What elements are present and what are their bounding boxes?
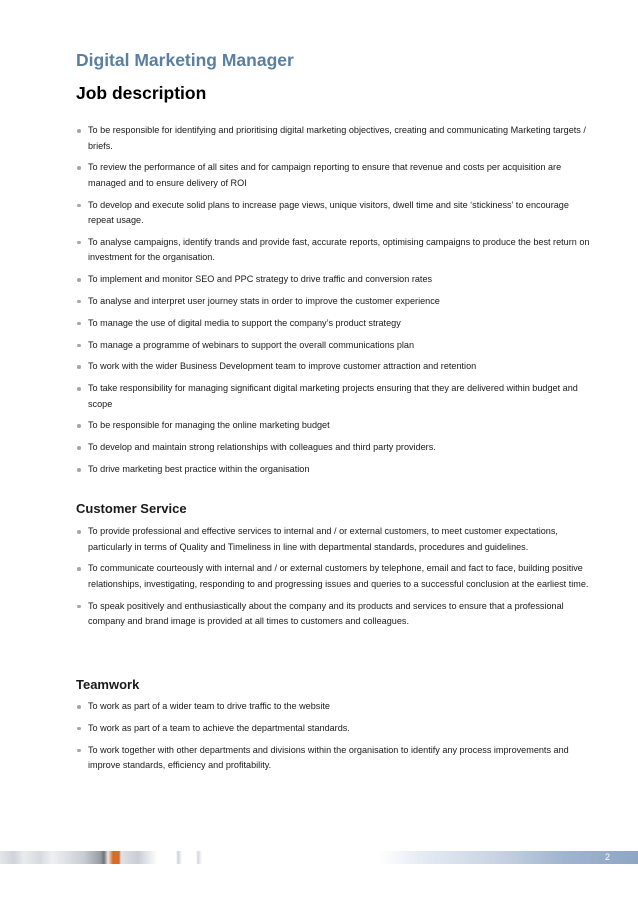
job-description-list [76, 123, 596, 484]
list-item: To work together with other departments and divisions within the organisation to identify any process improvements and improve standards, efficiency and profitability. [76, 743, 596, 774]
footer-decoration-strip [0, 851, 216, 864]
list-item: To be responsible for identifying and prioritising digital marketing objectives, creating and communicating Marketing targets / briefs. [76, 123, 596, 154]
list-item: To review the performance of all sites and for campaign reporting to ensure that revenue and costs per acquisition are managed and to ensure delivery of ROI [76, 160, 596, 191]
list-item: To drive marketing best practice within the organisation [76, 462, 596, 478]
list-item: To develop and maintain strong relationships with colleagues and third party providers. [76, 440, 596, 456]
customer-service-list [76, 524, 596, 636]
teamwork-heading: Teamwork [76, 677, 140, 692]
list-item: To develop and execute solid plans to increase page views, unique visitors, dwell time and site ‘stickiness’ to encourage repeat usage. [76, 198, 596, 229]
teamwork-list [76, 699, 596, 780]
list-item: To provide professional and effective services to internal and / or external customers, to meet customer expectations, particularly in terms of Quality and Timeliness in line with departmental standards, procedures and guidelines. [76, 524, 596, 555]
list-item: To implement and monitor SEO and PPC strategy to drive traffic and conversion rates [76, 272, 596, 288]
list-item: To speak positively and enthusiastically about the company and its products and services to ensure that a professional company and brand image is provided at all times to customers and colleagues. [76, 599, 596, 630]
page-number: 2 [604, 852, 610, 862]
customer-service-heading: Customer Service [76, 501, 187, 516]
list-item: To manage a programme of webinars to support the overall communications plan [76, 338, 596, 354]
list-item: To manage the use of digital media to support the company’s product strategy [76, 316, 596, 332]
list-item: To work with the wider Business Development team to improve customer attraction and retention [76, 359, 596, 375]
list-item: To take responsibility for managing significant digital marketing projects ensuring that they are delivered within budget and scope [76, 381, 596, 412]
document-title: Digital Marketing Manager [76, 50, 294, 70]
list-item: To work as part of a team to achieve the departmental standards. [76, 721, 596, 737]
list-item: To work as part of a wider team to drive traffic to the website [76, 699, 596, 715]
list-item: To be responsible for managing the online marketing budget [76, 418, 596, 434]
list-item: To communicate courteously with internal and / or external customers by telephone, email and fact to face, building positive relationships, investigating, responding to and progressing issues and queries to a successful conclusion at the earliest time. [76, 561, 596, 592]
document-subtitle: Job description [76, 83, 207, 103]
list-item: To analyse campaigns, identify trands and provide fast, accurate reports, optimising campaigns to produce the best return on investment for the organisation. [76, 235, 596, 266]
list-item: To analyse and interpret user journey stats in order to improve the customer experience [76, 294, 596, 310]
